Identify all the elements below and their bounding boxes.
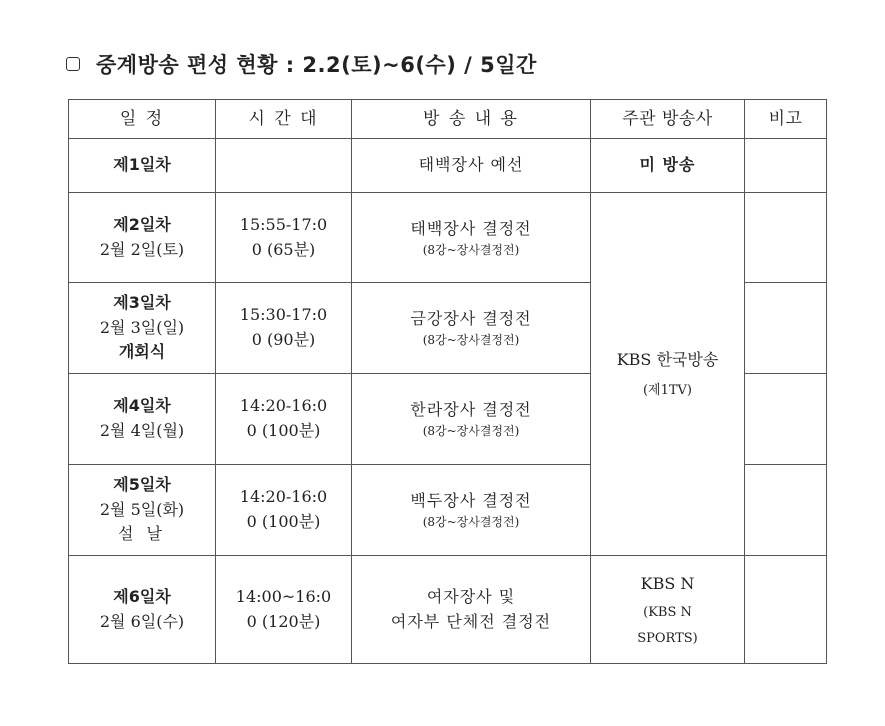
event-note: 설 날 [118,524,166,544]
broadcaster-label: KBS N [640,573,695,593]
time-duration: 0 (100분) [246,421,321,440]
time-start: 14:20-16:0 [239,487,328,507]
day-label: 제2일차 [113,214,171,234]
table-row [69,139,827,193]
broadcaster-channel-cont: SPORTS) [637,630,698,646]
content-cell [352,193,591,283]
table-row [69,193,827,283]
content-main: 한라장사 결정전 [410,400,532,420]
header-row [69,100,827,139]
time-cell [216,283,352,374]
schedule-cell [69,374,216,465]
schedule-cell [69,465,216,556]
date-label: 2월 2일(토) [99,239,185,259]
schedule-cell [69,139,216,193]
broadcaster-label: KBS 한국방송 [616,350,719,370]
day-label: 제3일차 [113,292,171,312]
time-duration: 0 (120분) [246,611,321,631]
content-sub: (8강~장사결정전) [422,242,520,257]
event-note: 개회식 [118,342,166,362]
remark-cell [745,465,827,556]
content-sub: (8강~장사결정전) [422,424,520,438]
header-broadcaster: 주관 방송사 [591,100,745,139]
remark-cell [745,139,827,193]
day-label: 제1일차 [113,155,171,175]
checkbox-icon [66,57,80,71]
remark-cell [745,374,827,465]
time-cell [216,465,352,556]
time-cell [216,193,352,283]
content-cell [352,465,591,556]
time-duration: 0 (65분) [251,239,316,259]
content-main: 금강장사 결정전 [410,309,532,329]
remark-cell [745,556,827,664]
content-sub: 여자부 단체전 결정전 [390,611,552,631]
date-label: 2월 4일(월) [99,421,185,440]
page-title [66,46,537,82]
header-time: 시 간 대 [216,100,352,139]
content-main: 태백장사 예선 [418,155,524,175]
remark-cell [745,193,827,283]
time-cell [216,139,352,193]
time-cell [216,374,352,465]
schedule-cell [69,556,216,664]
header-schedule: 일 정 [69,100,216,139]
content-cell [352,556,591,664]
broadcaster-channel: (제1TV) [642,383,693,399]
time-duration: 0 (90분) [251,330,316,349]
schedule-cell [69,193,216,283]
date-label: 2월 6일(수) [99,611,185,631]
header-content: 방 송 내 용 [352,100,591,139]
content-main: 여자장사 및 [426,586,516,606]
time-cell [216,556,352,664]
title-text: 중계방송 편성 현황 : 2.2(토)~6(수) / 5일간 [96,53,537,77]
broadcaster-merged-cell [591,193,745,556]
broadcaster-cell [591,556,745,664]
time-start: 14:00~16:0 [235,586,332,606]
broadcaster-label: 미 방송 [639,155,696,175]
content-sub: (8강~장사결정전) [422,333,520,347]
time-start: 14:20-16:0 [239,396,328,416]
date-label: 2월 3일(일) [99,317,185,337]
content-cell [352,283,591,374]
content-main: 백두장사 결정전 [410,491,532,511]
remark-cell [745,283,827,374]
day-label: 제6일차 [113,586,171,606]
schedule-cell [69,283,216,374]
content-main: 태백장사 결정전 [410,218,532,238]
header-remark: 비고 [745,100,827,139]
content-cell [352,139,591,193]
time-start: 15:30-17:0 [239,305,328,325]
content-cell [352,374,591,465]
content-sub: (8강~장사결정전) [422,515,520,529]
broadcaster-channel: (KBS N [643,604,692,620]
table-row [69,556,827,664]
broadcast-schedule-table [68,99,827,664]
time-start: 15:55-17:0 [239,214,328,234]
day-label: 제5일차 [113,474,171,494]
date-label: 2월 5일(화) [99,499,185,519]
time-duration: 0 (100분) [246,512,321,531]
day-label: 제4일차 [113,396,171,416]
broadcaster-cell [591,139,745,193]
